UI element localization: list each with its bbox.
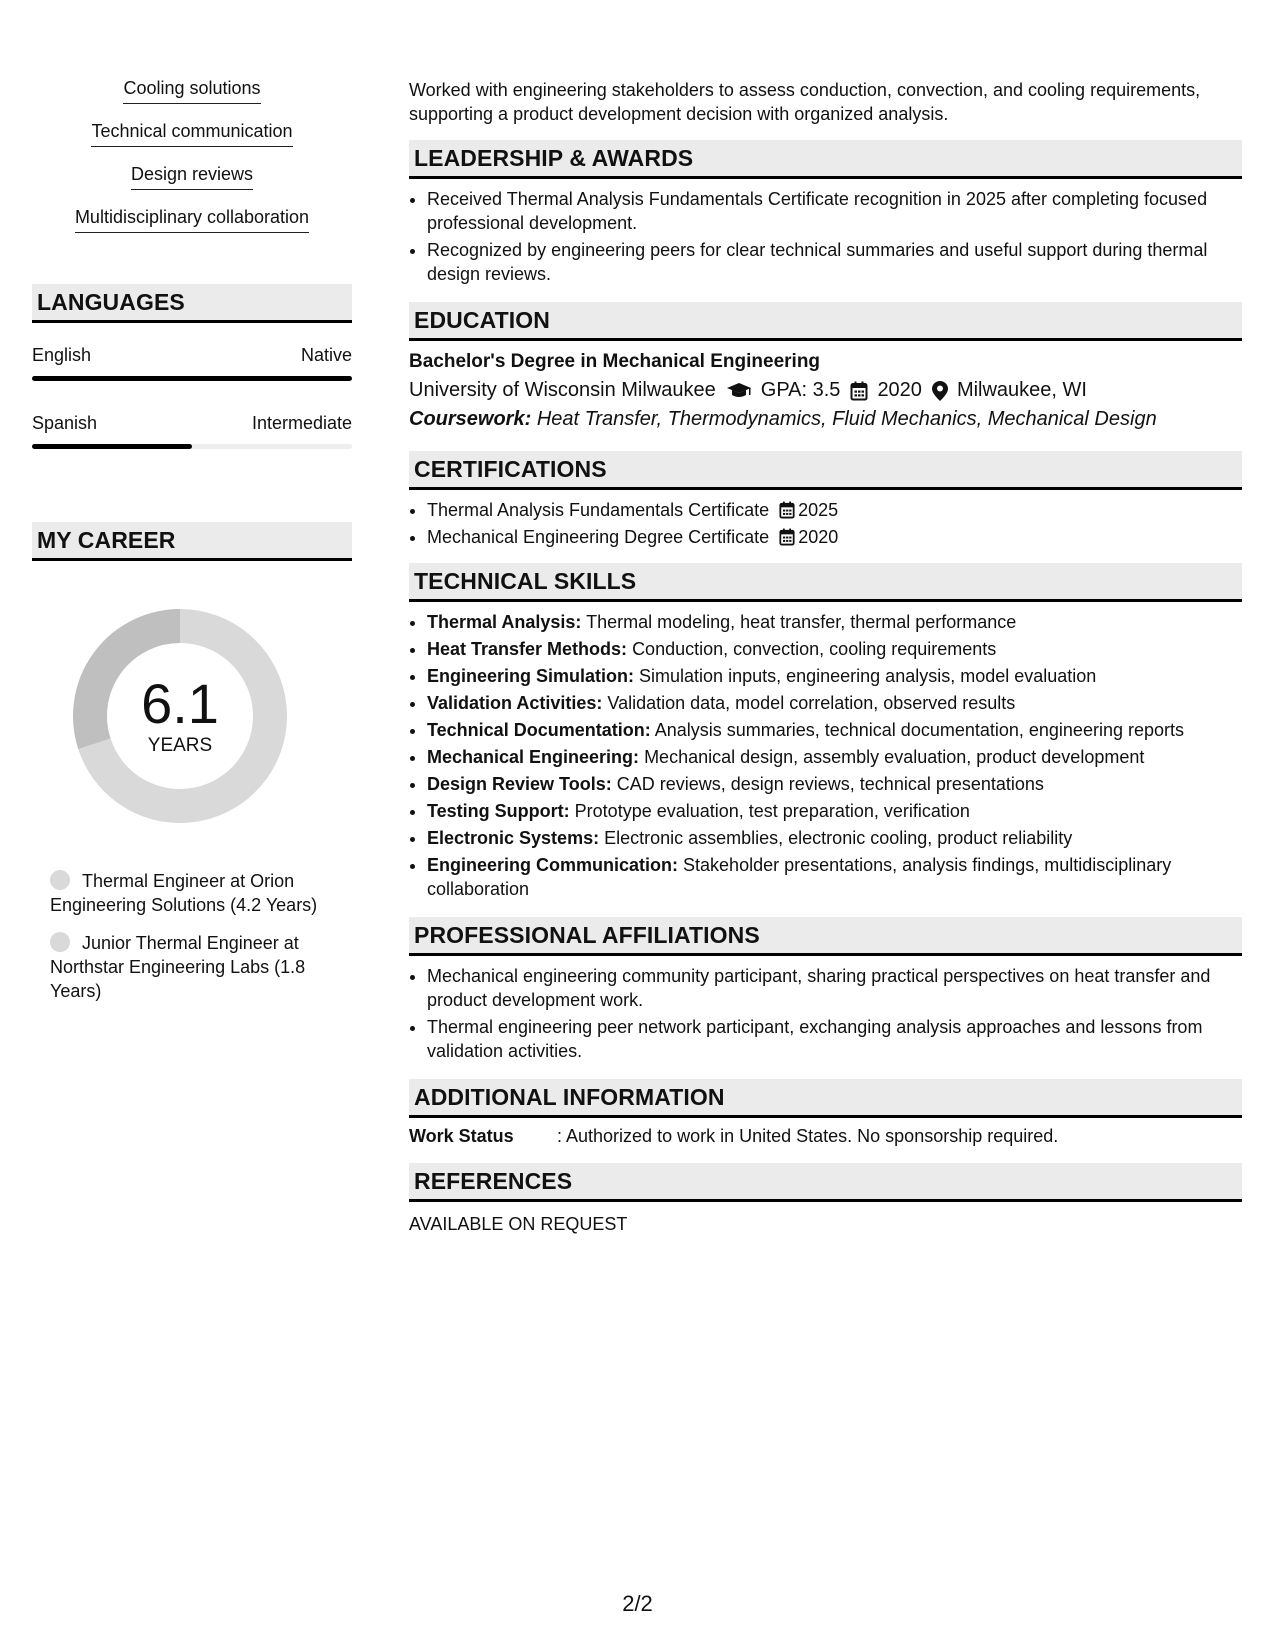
skill-tag: Multidisciplinary collaboration [75, 207, 309, 233]
skill-label: Design Review Tools: [427, 774, 612, 794]
career-item [50, 869, 320, 917]
career-heading: MY CAREER [32, 522, 352, 561]
skill-text: Analysis summaries, technical documentation, engineering reports [654, 720, 1184, 740]
list-item: • Mechanical engineering community participant, sharing practical perspectives on heat transfer and product development work. [427, 964, 1242, 1012]
career-donut-chart [67, 603, 293, 829]
right-column [409, 78, 1242, 1236]
degree-title: Bachelor's Degree in Mechanical Engineering [409, 351, 821, 372]
education-details [409, 379, 1242, 402]
certification-name: Thermal Analysis Fundamentals Certificate [427, 500, 770, 520]
languages-heading: LANGUAGES [32, 284, 352, 323]
skill-label: Testing Support: [427, 801, 570, 821]
career-item [50, 931, 320, 1003]
certification-item [427, 498, 1242, 522]
career-role: Thermal Engineer at Orion Engineering Solutions (4.2 Years) [50, 871, 318, 915]
skill-label: Technical Documentation: [427, 720, 651, 740]
skill-label: Engineering Communication: [427, 855, 679, 875]
list-item: • Thermal engineering peer network participant, exchanging analysis approaches and lessons from validation activities. [427, 1015, 1242, 1063]
language-proficiency-fill [32, 376, 352, 381]
skill-text: Validation data, model correlation, observed results [607, 693, 1016, 713]
technical-skills-heading: TECHNICAL SKILLS [409, 563, 1242, 602]
work-status-label: Work Status [409, 1126, 514, 1146]
list-item: • Recognized by engineering peers for clear technical summaries and useful support during thermal design reviews. [427, 238, 1242, 286]
affiliations-list [409, 964, 1242, 1063]
certification-year: 2025 [798, 500, 839, 520]
language-spanish [32, 413, 352, 449]
certification-name: Mechanical Engineering Degree Certificate [427, 527, 770, 547]
language-proficiency-fill [32, 444, 192, 449]
skill-tag: Technical communication [91, 121, 292, 147]
language-name: Spanish [32, 413, 98, 433]
skill-text: Electronic assemblies, electronic cooling, product reliability [604, 828, 1073, 848]
skill-item [427, 853, 1242, 901]
skill-item [427, 826, 1242, 850]
coursework-list: Heat Transfer, Thermodynamics, Fluid Mechanics, Mechanical Design [536, 408, 1157, 430]
location-pin-icon [932, 381, 948, 401]
skill-text: Conduction, convection, cooling requirements [632, 639, 997, 659]
skill-text: Prototype evaluation, test preparation, verification [574, 801, 970, 821]
skill-label: Electronic Systems: [427, 828, 600, 848]
left-column [32, 78, 352, 1017]
career-role: Junior Thermal Engineer at Northstar Engineering Labs (1.8 Years) [50, 933, 306, 1001]
technical-skills-list [409, 610, 1242, 901]
certification-item [427, 525, 1242, 549]
career-total-years: 6.1 [141, 672, 219, 735]
skill-item [427, 745, 1242, 769]
certifications-heading: CERTIFICATIONS [409, 451, 1242, 490]
calendar-icon [779, 528, 795, 546]
language-proficiency-bar [32, 376, 352, 381]
skill-item [427, 772, 1242, 796]
graduation-cap-icon [726, 382, 752, 400]
graduation-year: 2020 [877, 379, 922, 401]
career-list [50, 869, 320, 1003]
skill-tag: Cooling solutions [123, 78, 260, 104]
language-name: English [32, 345, 92, 365]
coursework [409, 408, 1242, 431]
skill-label: Thermal Analysis: [427, 612, 582, 632]
references-heading: REFERENCES [409, 1163, 1242, 1202]
skill-item [427, 718, 1242, 742]
skill-label: Validation Activities: [427, 693, 603, 713]
language-level: Intermediate [251, 413, 352, 433]
school-name: University of Wisconsin Milwaukee [409, 379, 716, 401]
school-location: Milwaukee, WI [956, 379, 1087, 401]
calendar-icon [779, 501, 795, 519]
calendar-icon [850, 381, 868, 401]
affiliations-heading: PROFESSIONAL AFFILIATIONS [409, 917, 1242, 956]
skill-tags [32, 78, 352, 250]
legend-dot-icon [50, 932, 70, 952]
language-proficiency-bar [32, 444, 352, 449]
language-english [32, 345, 352, 381]
experience-continuation: Worked with engineering stakeholders to assess conduction, convection, and cooling requirements, supporting a product development decision with organized analysis. [409, 80, 1201, 124]
gpa: GPA: 3.5 [760, 379, 841, 401]
skill-label: Heat Transfer Methods: [427, 639, 628, 659]
coursework-label: Coursework: [409, 408, 532, 430]
skill-tag: Design reviews [131, 164, 253, 190]
leadership-heading: LEADERSHIP & AWARDS [409, 140, 1242, 179]
skill-text: Mechanical design, assembly evaluation, product development [644, 747, 1145, 767]
work-status-value: : Authorized to work in United States. No sponsorship required. [557, 1126, 1059, 1146]
skill-text: Thermal modeling, heat transfer, thermal performance [586, 612, 1017, 632]
skill-item [427, 610, 1242, 634]
skill-text: Simulation inputs, engineering analysis, model evaluation [639, 666, 1097, 686]
page-number: 2/2 [622, 1591, 653, 1616]
additional-info-heading: ADDITIONAL INFORMATION [409, 1079, 1242, 1118]
skill-label: Mechanical Engineering: [427, 747, 640, 767]
certifications-list [409, 498, 1242, 549]
education-heading: EDUCATION [409, 302, 1242, 341]
career-unit: YEARS [147, 735, 213, 756]
skill-item [427, 691, 1242, 715]
list-item: • Received Thermal Analysis Fundamentals Certificate recognition in 2025 after completing focused professional development. [427, 187, 1242, 235]
skill-text: Stakeholder presentations, analysis findings, multidisciplinary collaboration [427, 855, 1172, 899]
leadership-list [409, 187, 1242, 286]
legend-dot-icon [50, 870, 70, 890]
skill-item [427, 664, 1242, 688]
references-text: AVAILABLE ON REQUEST [409, 1214, 628, 1234]
skill-item [427, 637, 1242, 661]
skill-text: CAD reviews, design reviews, technical presentations [616, 774, 1044, 794]
language-level: Native [300, 345, 352, 365]
skill-item [427, 799, 1242, 823]
certification-year: 2020 [798, 527, 839, 547]
work-status-row [409, 1126, 1242, 1147]
skill-label: Engineering Simulation: [427, 666, 635, 686]
